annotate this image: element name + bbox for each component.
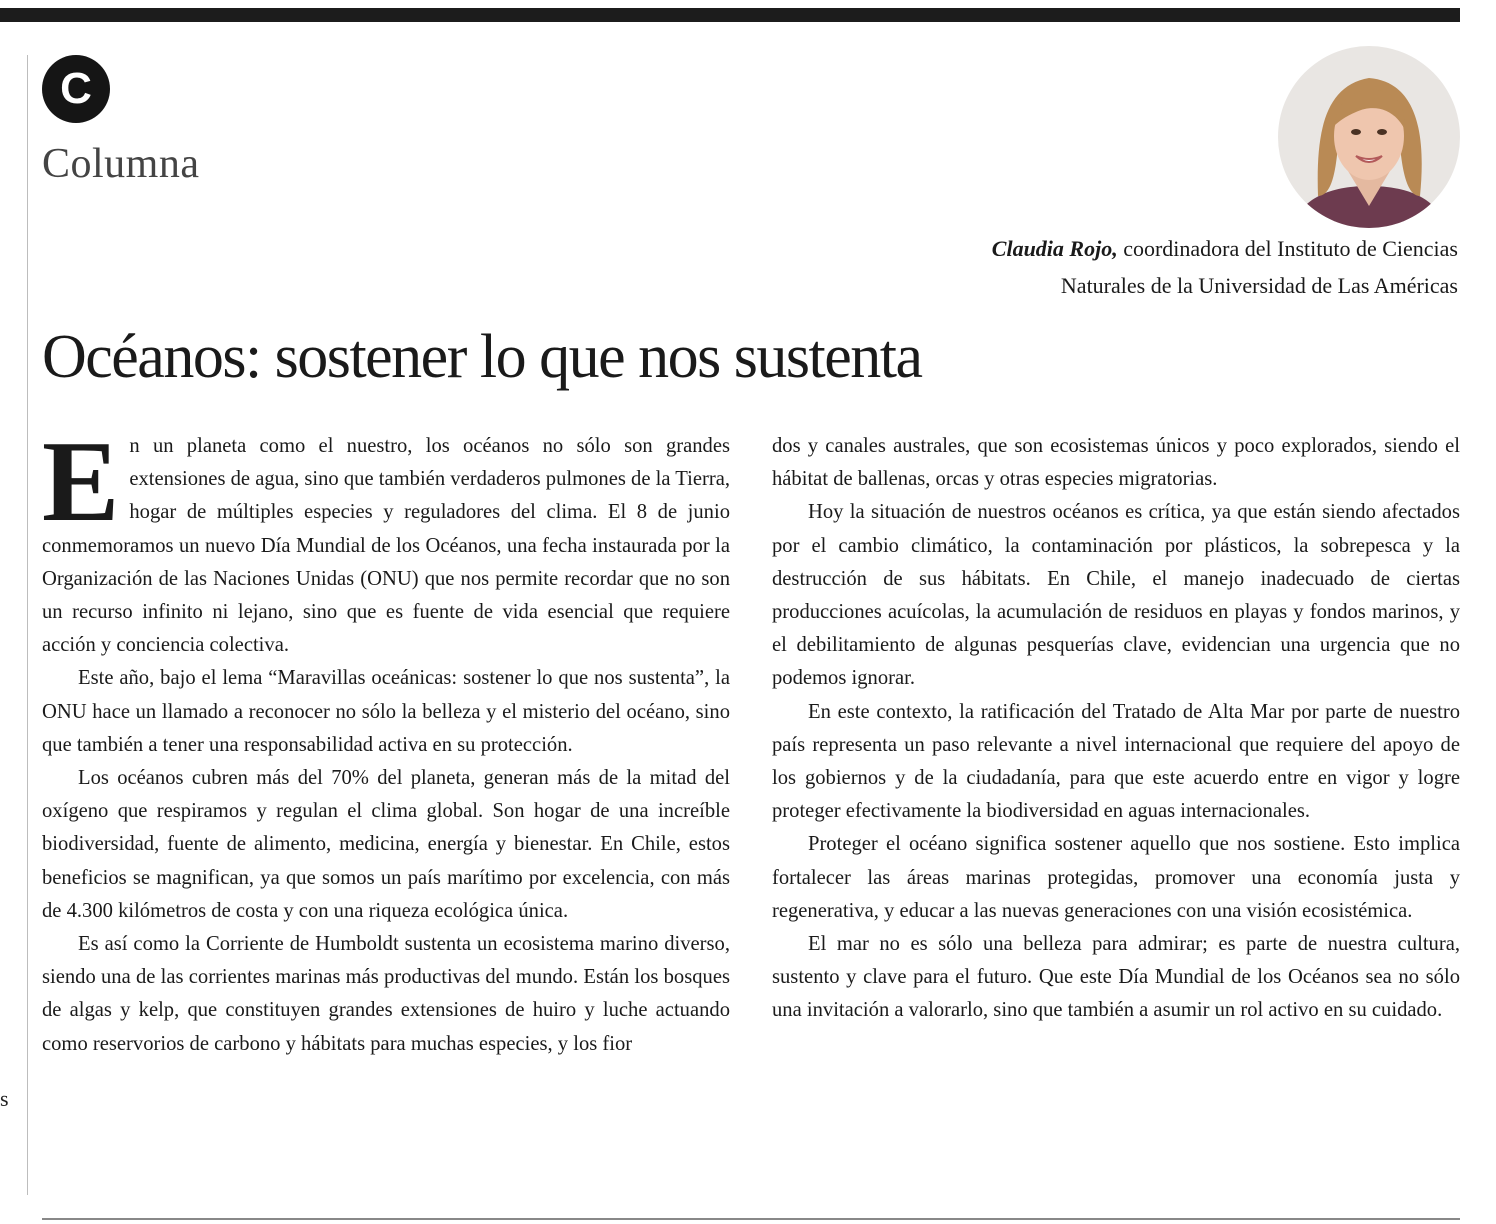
margin-mark: s bbox=[0, 1086, 9, 1111]
article-paragraph-2: Este año, bajo el lema “Maravillas oceánicas: sostener lo que nos sustenta”, la ONU hace un llamado a reconocer no sólo la belleza y el misterio del océano, sino que también a tener una responsabilidad activa en su protección. bbox=[42, 667, 730, 756]
section-label: Columna bbox=[42, 141, 200, 187]
author-role-2: Naturales de la Universidad de Las Américas bbox=[1060, 273, 1458, 298]
article-paragraph-8: El mar no es sólo una belleza para admirar; es parte de nuestra cultura, sustento y clave para el futuro. Que este Día Mundial de los Océanos sea no sólo una invitación a valorarlo, sino que también a asumir un rol activo en su cuidado. bbox=[772, 933, 1460, 1022]
author-role-1: coordinadora del Instituto de Ciencias bbox=[1123, 236, 1458, 261]
byline-line-1 bbox=[992, 230, 1458, 267]
article-paragraph-5: Hoy la situación de nuestros océanos es crítica, ya que están siendo afectados por el cambio climático, la contaminación por plásticos, la sobrepesca y la destrucción de sus hábitats. En Chile, el manejo inadecuado de ciertas producciones acuícolas, la acumulación de residuos en playas y fondos marinos, y el debilitamiento de algunas pesquerías clave, evidencian una urgencia que no podemos ignorar. bbox=[772, 501, 1460, 690]
article-column-1 bbox=[42, 418, 730, 1061]
article-paragraph-7: Proteger el océano significa sostener aquello que nos sostiene. Esto implica fortalecer las áreas marinas protegidas, promover una economía justa y regenerativa, y educar a las nuevas generaciones con una visión ecosistémica. bbox=[772, 833, 1460, 922]
article-column-2 bbox=[772, 430, 1460, 1028]
section-badge: C bbox=[42, 55, 110, 123]
article-paragraph-6: En este contexto, la ratificación del Tratado de Alta Mar por parte de nuestro país representa un paso relevante a nivel internacional que requiere del apoyo de los gobiernos y de la ciudadanía, para que este acuerdo entre en vigor y logre proteger efectivamente la biodiversidad en aguas internacionales. bbox=[772, 700, 1460, 823]
bottom-rule bbox=[42, 1218, 1460, 1220]
paragraph-1-text: n un planeta como el nuestro, los océanos no sólo son grandes extensiones de agua, sino que también verdaderos pulmones de la Tierra, hogar de múltiples especies y reguladores del clima. El 8 de junio conmemoramos un nuevo Día Mundial de los Océanos, una fecha instaurada por la Organización de las Naciones Unidas (ONU) que nos permite recordar que no son un recurso infinito ni lejano, sino que es fuente de vida esencial que requiere acción y conciencia colectiva. bbox=[42, 435, 730, 657]
byline bbox=[992, 230, 1458, 304]
author-photo bbox=[1278, 46, 1460, 228]
article-paragraph-3: Los océanos cubren más del 70% del planeta, generan más de la mitad del oxígeno que respiramos y regulan el clima global. Son hogar de una increíble biodiversidad, fuente de alimento, medicina, energía y bienestar. En Chile, estos beneficios se magnifican, ya que somos un país marítimo por excelencia, con más de 4.300 kilómetros de costa y con una riqueza ecológica única. bbox=[42, 767, 730, 922]
article-paragraph-1 bbox=[42, 418, 730, 662]
headline: Océanos: sostener lo que nos sustenta bbox=[42, 323, 922, 391]
article-paragraph-4: Es así como la Corriente de Humboldt sustenta un ecosistema marino diverso, siendo una de las corrientes marinas más productivas del mundo. Están los bosques de algas y kelp, que constituyen grandes extensiones de huiro y luche actuando como reservorios de carbono y hábitats para muchas especies, y los fior bbox=[42, 933, 730, 1055]
author-name: Claudia Rojo, bbox=[991, 236, 1118, 261]
article-paragraph-4-continued: dos y canales australes, que son ecosistemas únicos y poco explorados, siendo el hábitat de ballenas, orcas y otras especies migratorias. bbox=[772, 435, 1460, 491]
drop-cap: E bbox=[42, 418, 120, 546]
top-rule bbox=[0, 8, 1460, 22]
left-column-rule bbox=[27, 55, 28, 1195]
